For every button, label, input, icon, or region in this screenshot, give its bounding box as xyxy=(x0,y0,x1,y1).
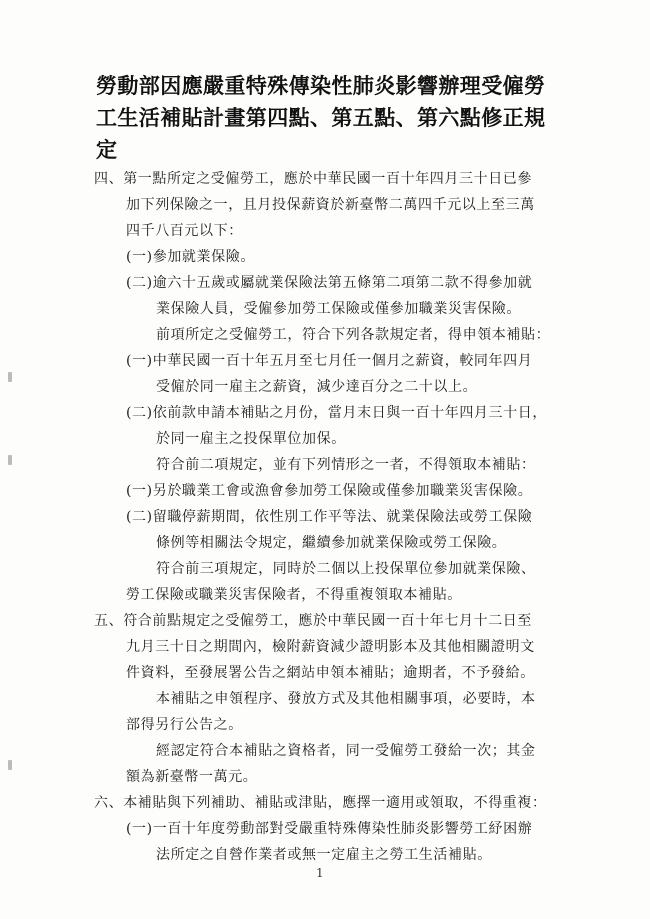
list-item: (二)依前款申請本補貼之月份，當月末日與一百十年四月三十日， xyxy=(126,405,547,421)
list-item: (二)逾六十五歲或屬就業保險法第五條第二項第二款不得參加就 xyxy=(126,275,533,291)
list-item: (一)一百十年度勞動部對受嚴重特殊傳染性肺炎影響勞工紓困辦 xyxy=(126,821,533,837)
paragraph-line: 額為新臺幣一萬元。 xyxy=(126,769,258,785)
paragraph-line: 部得另行公告之。 xyxy=(126,717,243,733)
paragraph-line: 六、本補貼與下列補助、補貼或津貼，應擇一適用或領取，不得重複： xyxy=(94,795,547,811)
paragraph-line: 件資料，至發展署公告之網站申領本補貼；逾期者，不予發給。 xyxy=(126,665,535,681)
paragraph-line: 符合前二項規定，並有下列情形之一者，不得領取本補貼： xyxy=(156,457,536,473)
page-number: 1 xyxy=(316,866,324,880)
paragraph-line: 條例等相關法令規定，繼續參加就業保險或勞工保險。 xyxy=(156,535,507,551)
document-title-line-2: 工生活補貼計畫第四點、第五點、第六點修正規 xyxy=(96,106,546,130)
list-item: (一)中華民國一百十年五月至七月任一個月之薪資，較同年四月 xyxy=(126,353,533,369)
paragraph-line: 業保險人員，受僱參加勞工保險或僅參加職業災害保險。 xyxy=(156,301,521,317)
document-title-line-3: 定 xyxy=(96,138,118,162)
paragraph-line: 受僱於同一雇主之薪資，減少達百分之二十以上。 xyxy=(156,379,478,395)
paragraph-line: 法所定之自營作業者或無一定雇主之勞工生活補貼。 xyxy=(156,847,492,863)
paragraph-line: 於同一雇主之投保單位加保。 xyxy=(156,431,346,447)
list-item: (二)留職停薪期間，依性別工作平等法、就業保險法或勞工保險 xyxy=(126,509,533,525)
scan-mark xyxy=(8,760,12,770)
list-item: (一)另於職業工會或漁會參加勞工保險或僅參加職業災害保險。 xyxy=(126,483,533,499)
paragraph-line: 前項所定之受僱勞工，符合下列各款規定者，得申領本補貼： xyxy=(156,327,551,343)
paragraph-line: 符合前三項規定，同時於二個以上投保單位參加就業保險、 xyxy=(156,561,536,577)
paragraph-line: 經認定符合本補貼之資格者，同一受僱勞工發給一次；其金 xyxy=(156,743,536,759)
paragraph-line: 加下列保險之一，且月投保薪資於新臺幣二萬四千元以上至三萬 xyxy=(126,197,535,213)
paragraph-line: 勞工保險或職業災害保險者，不得重複領取本補貼。 xyxy=(126,587,462,603)
list-item: (一)參加就業保險。 xyxy=(126,249,255,265)
document-title-line-1: 勞動部因應嚴重特殊傳染性肺炎影響辦理受僱勞 xyxy=(96,74,546,98)
scan-mark xyxy=(8,455,12,465)
paragraph-line: 四、第一點所定之受僱勞工，應於中華民國一百十年四月三十日已參 xyxy=(94,171,532,187)
paragraph-line: 五、符合前點規定之受僱勞工，應於中華民國一百十年七月十二日至 xyxy=(94,613,532,629)
paragraph-line: 本補貼之申領程序、發放方式及其他相關事項，必要時，本 xyxy=(156,691,536,707)
paragraph-line: 四千八百元以下： xyxy=(126,223,243,239)
scan-mark xyxy=(8,372,12,382)
paragraph-line: 九月三十日之期間內，檢附薪資減少證明影本及其他相關證明文 xyxy=(126,639,535,655)
